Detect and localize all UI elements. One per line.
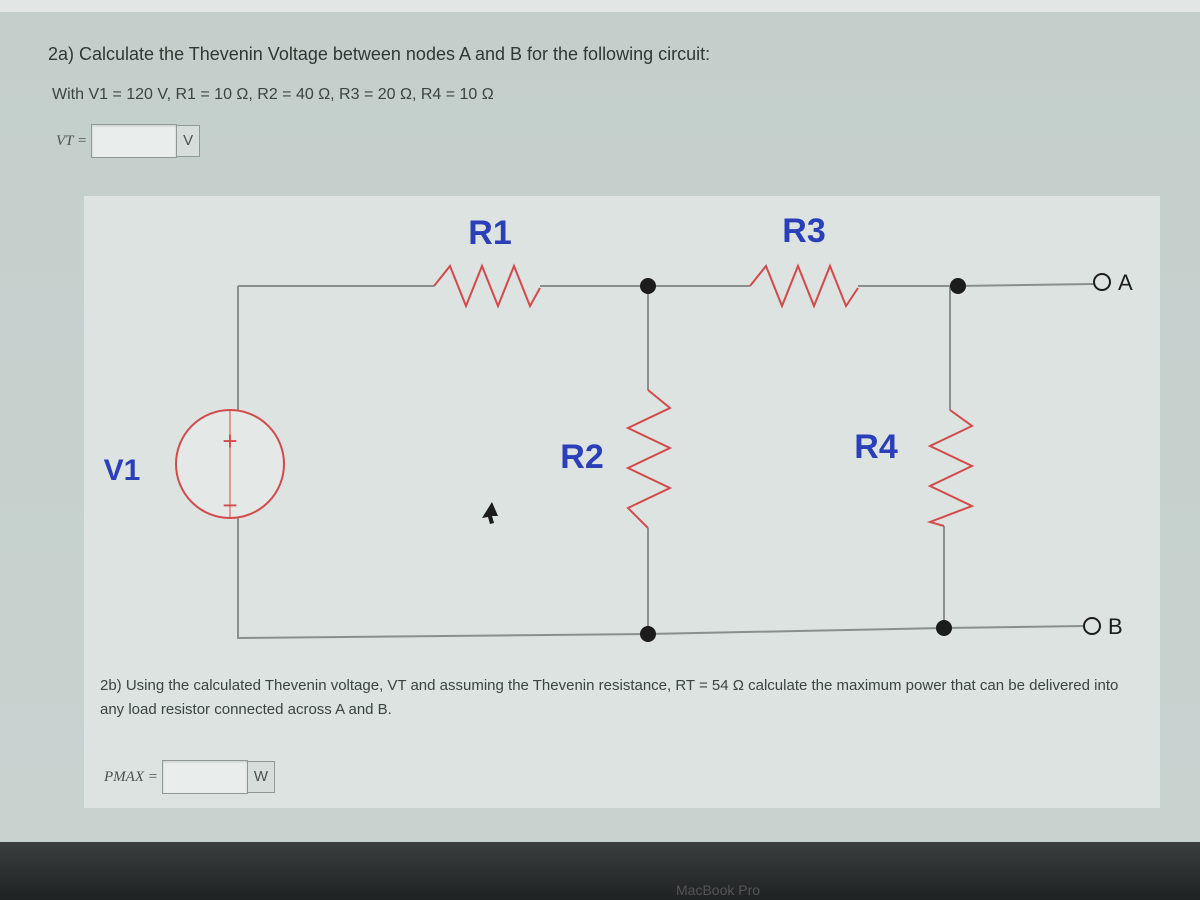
vt-label: VT = [56, 132, 88, 149]
v1-label: V1 [103, 454, 141, 487]
question-b-text: 2b) Using the calculated Thevenin voltage, VT and assuming the Thevenin resistance, RT = 54 Ω calculate the maximum power that can be delivered into any load resistor connected across A and B. [100, 677, 1119, 718]
node-top-middle [640, 278, 656, 294]
given-values: With V1 = 120 V, R1 = 10 Ω, R2 = 40 Ω, R3 = 20 Ω, R4 = 10 Ω [52, 86, 494, 103]
pmax-answer-row [104, 760, 275, 794]
r3-resistor [750, 266, 858, 306]
wire-bottom [648, 626, 1084, 634]
r3-label: R3 [782, 212, 826, 250]
vt-input[interactable] [91, 124, 177, 158]
node-top-right [950, 278, 966, 294]
r2-resistor [628, 390, 670, 528]
r1-resistor [434, 266, 540, 306]
question-a-title: 2a) Calculate the Thevenin Voltage between nodes A and B for the following circuit: [48, 44, 711, 64]
wire-to-a [958, 284, 1094, 286]
laptop-brand-label: MacBook Pro [676, 882, 761, 898]
r4-resistor [930, 410, 972, 526]
node-bottom-right [936, 620, 952, 636]
r2-label: R2 [560, 438, 604, 476]
laptop-bezel [0, 842, 1200, 900]
wire-left-lower [238, 518, 648, 638]
vt-answer-row [56, 124, 200, 158]
node-bottom-middle [640, 626, 656, 642]
pmax-input[interactable] [162, 760, 248, 794]
minus-sign: − [222, 490, 238, 520]
mouse-cursor-icon [482, 502, 498, 524]
pmax-label: PMAX = [104, 768, 158, 785]
plus-sign: + [222, 426, 238, 456]
terminal-a [1094, 274, 1110, 290]
node-a-label: A [1118, 270, 1133, 295]
r4-label: R4 [854, 428, 898, 466]
r1-label: R1 [468, 214, 512, 252]
terminal-b [1084, 618, 1100, 634]
node-b-label: B [1108, 614, 1123, 639]
vt-unit: V [177, 125, 200, 157]
pmax-unit: W [248, 761, 275, 793]
